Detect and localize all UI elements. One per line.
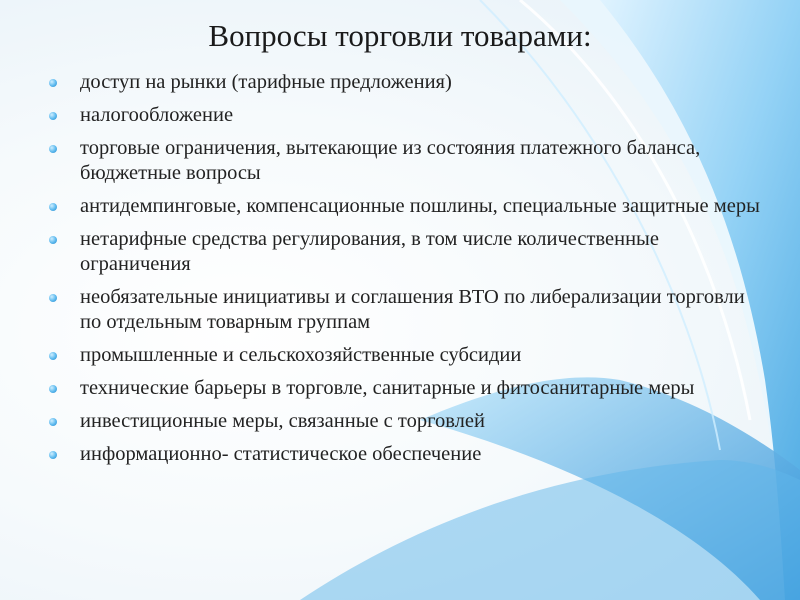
- list-item-text: нетарифные средства регулирования, в том числе количественные ограничения: [80, 228, 659, 275]
- list-item-text: антидемпинговые, компенсационные пошлины, специальные защитные меры: [80, 195, 760, 217]
- list-item: [40, 103, 760, 128]
- bullet-dot-icon: [49, 79, 57, 87]
- list-item-text: информационно- статистическое обеспечение: [80, 443, 482, 465]
- bullet-dot-icon: [49, 236, 57, 244]
- list-item-text: необязательные инициативы и соглашения ВТО по либерализации торговли по отдельным товарным группам: [80, 286, 745, 333]
- list-item: [40, 136, 760, 186]
- list-item: [40, 227, 760, 277]
- list-item: [40, 409, 760, 434]
- list-item-text: инвестиционные меры, связанные с торговлей: [80, 410, 485, 432]
- list-item-text: налогообложение: [80, 104, 234, 126]
- bullet-dot-icon: [49, 451, 57, 459]
- list-item: [40, 194, 760, 219]
- bullet-dot-icon: [49, 203, 57, 211]
- bullet-dot-icon: [49, 385, 57, 393]
- list-item-text: доступ на рынки (тарифные предложения): [80, 71, 452, 93]
- list-item-text: промышленные и сельскохозяйственные субсидии: [80, 344, 522, 366]
- list-item: [40, 442, 760, 467]
- list-item: [40, 376, 760, 401]
- bullet-dot-icon: [49, 418, 57, 426]
- bullet-dot-icon: [49, 145, 57, 153]
- bullet-dot-icon: [49, 294, 57, 302]
- list-item: [40, 285, 760, 335]
- list-item: [40, 70, 760, 95]
- slide-title: Вопросы торговли товарами:: [208, 18, 592, 53]
- list-item: [40, 343, 760, 368]
- bullet-dot-icon: [49, 352, 57, 360]
- bullet-list: [40, 70, 760, 475]
- list-item-text: технические барьеры в торговле, санитарные и фитосанитарные меры: [80, 377, 695, 399]
- bullet-dot-icon: [49, 112, 57, 120]
- list-item-text: торговые ограничения, вытекающие из состояния платежного баланса, бюджетные вопросы: [80, 137, 701, 184]
